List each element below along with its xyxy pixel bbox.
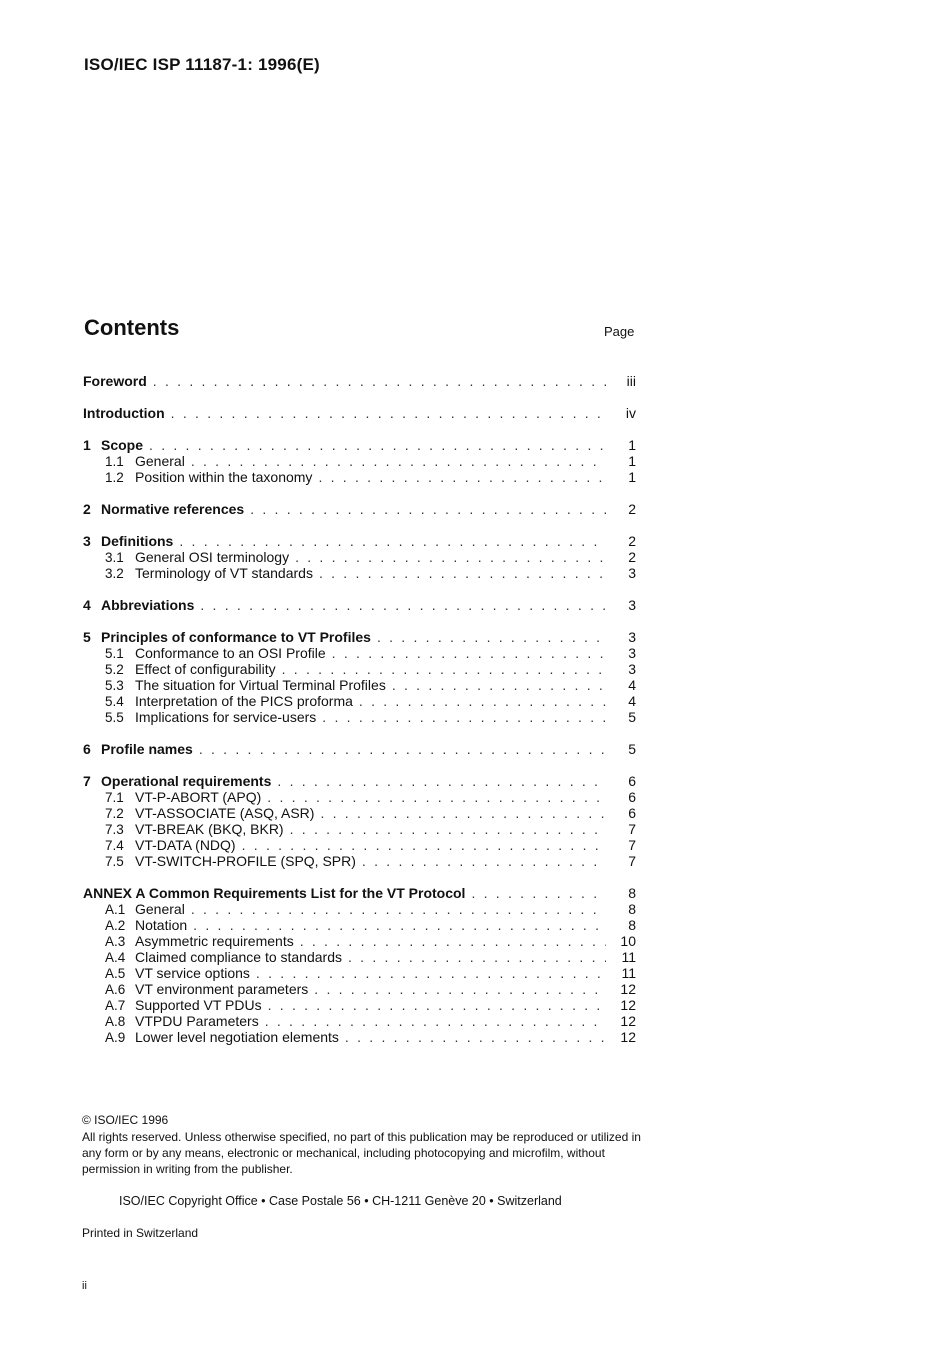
page-number: ii <box>82 1280 87 1292</box>
dot-leader <box>320 805 606 821</box>
toc-entry-page: 1 <box>628 437 636 453</box>
contents-heading: Contents <box>84 315 180 340</box>
dot-leader <box>200 597 606 613</box>
toc-entry-page: 6 <box>628 805 636 821</box>
toc-entry <box>83 805 636 821</box>
toc-entry-number: A.9 <box>105 1030 126 1045</box>
toc-entry <box>83 469 636 485</box>
dot-leader <box>153 373 606 389</box>
dot-leader <box>199 741 606 757</box>
toc-entry <box>83 1029 636 1045</box>
toc-entry-page: 4 <box>628 693 636 709</box>
toc-entry-number: A.8 <box>105 1014 126 1029</box>
toc-entry-title: Claimed compliance to standards <box>135 949 342 965</box>
toc-entry-title: VT-ASSOCIATE (ASQ, ASR) <box>135 805 315 821</box>
toc-entry-number: 3.1 <box>105 550 124 565</box>
toc-entry <box>83 917 636 933</box>
toc-entry-number: 1.2 <box>105 470 124 485</box>
toc-entry-page: 4 <box>628 677 636 693</box>
toc-entry-page: 6 <box>628 789 636 805</box>
toc-entry <box>83 549 636 565</box>
copyright-year: © ISO/IEC 1996 <box>82 1113 169 1127</box>
toc-entry-number: 5.5 <box>105 710 124 725</box>
toc-entry-page: 7 <box>628 837 636 853</box>
toc-entry-title: Interpretation of the PICS proforma <box>135 693 353 709</box>
toc-entry-number: 5.2 <box>105 662 124 677</box>
toc-entry <box>83 677 636 693</box>
document-id-header: ISO/IEC ISP 11187-1: 1996(E) <box>84 55 320 74</box>
toc-entry-page: 2 <box>628 549 636 565</box>
toc-entry-number: 7 <box>83 773 91 789</box>
printed-in: Printed in Switzerland <box>82 1226 199 1240</box>
toc-entry-title: General <box>135 453 185 469</box>
toc-entry-number: 5 <box>83 629 91 645</box>
toc-entry-number: 6 <box>83 741 91 757</box>
toc-entry-page: 8 <box>628 901 636 917</box>
dot-leader <box>392 677 606 693</box>
toc-entry <box>83 965 636 981</box>
toc-entry-title: Notation <box>135 917 188 933</box>
toc-entry-title: The situation for Virtual Terminal Profiles <box>135 677 386 693</box>
toc-entry-title: Effect of configurability <box>135 661 276 677</box>
toc-entry-page: 2 <box>628 533 636 549</box>
dot-leader <box>362 853 606 869</box>
toc-entry-page: 3 <box>628 629 636 645</box>
toc-entry-page: 1 <box>628 469 636 485</box>
toc-entry-title: Profile names <box>101 741 193 757</box>
toc-entry <box>83 533 636 549</box>
copyright-block <box>82 1112 642 1177</box>
dot-leader <box>348 949 606 965</box>
toc-entry-page: 3 <box>628 597 636 613</box>
dot-leader <box>345 1029 606 1045</box>
toc-entry-title: Definitions <box>101 533 174 549</box>
toc-entry-page: 7 <box>628 821 636 837</box>
toc-entry-title: Terminology of VT standards <box>135 565 313 581</box>
toc-entry-page: 11 <box>621 965 636 981</box>
toc-entry <box>83 405 636 421</box>
toc-entry-number: 7.1 <box>105 790 124 805</box>
toc-entry-title: General <box>135 901 185 917</box>
dot-leader <box>332 645 606 661</box>
toc-entry-page: iii <box>626 373 636 389</box>
toc-entry-page: 3 <box>628 565 636 581</box>
toc-entry-number: 1 <box>83 437 91 453</box>
toc-entry-number: A.7 <box>105 998 126 1013</box>
dot-leader <box>282 661 606 677</box>
toc-entry-page: 7 <box>628 853 636 869</box>
toc-entry-page: iv <box>625 405 636 421</box>
toc-entry-page: 12 <box>620 1029 636 1045</box>
toc-entry-number: 5.1 <box>105 646 124 661</box>
toc-entry-page: 11 <box>621 949 636 965</box>
toc-entry-page: 8 <box>628 885 636 901</box>
toc-entry-title: VT service options <box>135 965 250 981</box>
toc-entry <box>83 1013 636 1029</box>
toc-entry <box>83 629 636 645</box>
toc-entry-number: 4 <box>83 597 91 613</box>
dot-leader <box>191 901 606 917</box>
toc-entry-title: Foreword <box>83 373 147 389</box>
toc-entry-number: 2 <box>83 501 91 517</box>
toc-entry-number: 3 <box>83 533 91 549</box>
dot-leader <box>318 469 606 485</box>
dot-leader <box>242 837 606 853</box>
toc-entry-number: A.6 <box>105 982 126 997</box>
dot-leader <box>149 437 606 453</box>
toc-entry-page: 8 <box>628 917 636 933</box>
toc-entry-title: Principles of conformance to VT Profiles <box>101 629 371 645</box>
toc-entry <box>83 741 636 757</box>
toc-entry-title: Operational requirements <box>101 773 272 789</box>
dot-leader <box>377 629 606 645</box>
dot-leader <box>250 501 606 517</box>
toc-entry-title: Lower level negotiation elements <box>135 1029 339 1045</box>
toc-entry-title: VTPDU Parameters <box>135 1013 259 1029</box>
dot-leader <box>314 981 606 997</box>
toc-entry <box>83 597 636 613</box>
toc-entry <box>83 373 636 389</box>
toc-entry <box>83 821 636 837</box>
toc-entry-title: VT-P-ABORT (APQ) <box>135 789 262 805</box>
toc-entry-number: 5.3 <box>105 678 124 693</box>
toc-entry <box>83 565 636 581</box>
toc-entry <box>83 693 636 709</box>
dot-leader <box>319 565 606 581</box>
toc-entry-title: General OSI terminology <box>135 549 290 565</box>
toc-entry-number: A.1 <box>105 902 126 917</box>
toc-entry-title: Implications for service-users <box>135 709 317 725</box>
dot-leader <box>267 789 606 805</box>
toc-entry-page: 12 <box>620 997 636 1013</box>
toc-entry <box>83 981 636 997</box>
toc-entry-title: Abbreviations <box>101 597 195 613</box>
toc-entry <box>83 501 636 517</box>
toc-entry-title: Introduction <box>83 405 165 421</box>
toc-entry <box>83 437 636 453</box>
toc-entry-number: 1.1 <box>105 454 124 469</box>
dot-leader <box>295 549 606 565</box>
toc-entry-title: ANNEX A Common Requirements List for the VT Protocol <box>83 885 466 901</box>
toc-entry <box>83 645 636 661</box>
toc-entry-page: 6 <box>628 773 636 789</box>
toc-entry-number: 7.4 <box>105 838 124 853</box>
toc-entry-title: VT-SWITCH-PROFILE (SPQ, SPR) <box>135 853 356 869</box>
dot-leader <box>191 453 606 469</box>
toc-entry-page: 3 <box>628 661 636 677</box>
toc-entry-page: 10 <box>620 933 636 949</box>
toc-entry-page: 3 <box>628 645 636 661</box>
toc-entry-title: Asymmetric requirements <box>135 933 294 949</box>
toc-entry <box>83 853 636 869</box>
dot-leader <box>322 709 606 725</box>
toc-entry-number: 7.2 <box>105 806 124 821</box>
dot-leader <box>290 821 606 837</box>
dot-leader <box>471 885 606 901</box>
toc-entry <box>83 789 636 805</box>
toc-entry-number: A.4 <box>105 950 126 965</box>
toc-entry <box>83 773 636 789</box>
toc-entry <box>83 901 636 917</box>
toc-entry-number: 3.2 <box>105 566 124 581</box>
toc-entry-page: 5 <box>628 741 636 757</box>
toc-entry <box>83 949 636 965</box>
toc-entry <box>83 709 636 725</box>
toc-entry-title: Normative references <box>101 501 245 517</box>
toc-entry-page: 1 <box>628 453 636 469</box>
dot-leader <box>179 533 606 549</box>
page-column-label: Page <box>604 324 635 339</box>
dot-leader <box>277 773 606 789</box>
toc-entry <box>83 837 636 853</box>
toc-entry-page: 12 <box>620 1013 636 1029</box>
dot-leader <box>193 917 606 933</box>
toc-entry <box>83 661 636 677</box>
toc-entry-page: 5 <box>628 709 636 725</box>
toc-entry <box>83 933 636 949</box>
toc-entry-title: Conformance to an OSI Profile <box>135 645 326 661</box>
dot-leader <box>265 1013 606 1029</box>
toc-entry-title: VT-BREAK (BKQ, BKR) <box>135 821 284 837</box>
toc-entry-number: 7.3 <box>105 822 124 837</box>
dot-leader <box>300 933 606 949</box>
toc-entry <box>83 453 636 469</box>
dot-leader <box>171 405 606 421</box>
toc-entry-number: A.5 <box>105 966 126 981</box>
toc-entry-title: Supported VT PDUs <box>135 997 262 1013</box>
toc-entry-number: 5.4 <box>105 694 124 709</box>
toc-entry-page: 12 <box>620 981 636 997</box>
toc-entry <box>83 997 636 1013</box>
toc-entry-title: VT environment parameters <box>135 981 309 997</box>
dot-leader <box>359 693 606 709</box>
toc-entry-title: VT-DATA (NDQ) <box>135 837 236 853</box>
copyright-office-address: ISO/IEC Copyright Office • Case Postale 56 • CH-1211 Genève 20 • Switzerland <box>119 1194 562 1208</box>
toc-entry-number: 7.5 <box>105 854 124 869</box>
dot-leader <box>268 997 606 1013</box>
toc-entry-title: Scope <box>101 437 144 453</box>
table-of-contents <box>83 373 636 1045</box>
toc-entry-number: A.2 <box>105 918 126 933</box>
toc-entry-title: Position within the taxonomy <box>135 469 313 485</box>
toc-entry-number: A.3 <box>105 934 126 949</box>
dot-leader <box>256 965 606 981</box>
toc-entry <box>83 885 636 901</box>
toc-entry-page: 2 <box>628 501 636 517</box>
copyright-notice: All rights reserved. Unless otherwise specified, no part of this publication may be reproduced or utilized in any form or by any means, electronic or mechanical, including photocopying and microfilm, without permission in writing from the publisher. <box>82 1130 641 1176</box>
